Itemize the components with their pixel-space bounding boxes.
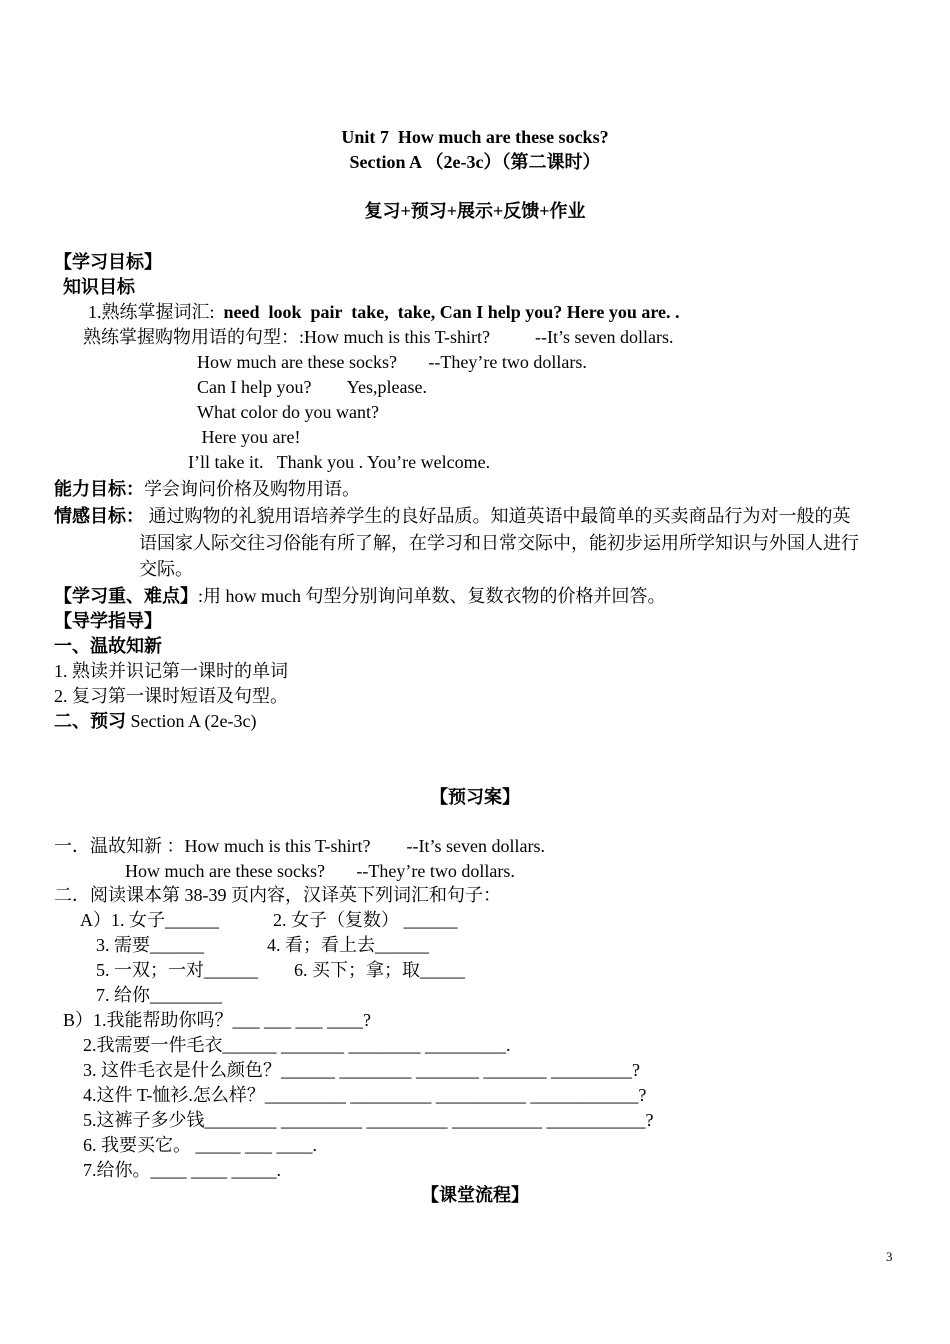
review-sentence: 一．温故知新 ：How much is this T-shirt? --It’s seven dollars.: [54, 836, 545, 856]
exercise-item: B）1.我能帮助你吗？___ ___ ___ ____?: [63, 1010, 371, 1030]
exercise-item: 3. 这件毛衣是什么颜色？______ ________ _______ _______ _________?: [83, 1060, 640, 1080]
page-number: 3: [886, 1249, 893, 1264]
sentences-line: [83, 325, 673, 349]
sentence-line: :How much is this T-shirt? --It’s seven dollars.: [299, 327, 674, 347]
preview-label: 二、预习: [54, 711, 126, 731]
exercise-item: 5. 一双；一对______ 6. 买下；拿；取_____: [96, 960, 465, 980]
sentence-line: What color do you want?: [197, 402, 379, 422]
ability-goal: [54, 477, 360, 501]
exercise-item: A）1. 女子______ 2. 女子（复数） ______: [80, 910, 458, 930]
keypoint-text: :用 how much 句型分别询问单数、复数衣物的价格并回答。: [198, 586, 666, 606]
emotion-text: 交际。: [139, 559, 193, 579]
keypoint-label: 【学习重、难点】: [54, 586, 198, 606]
review-item: 2. 复习第一课时短语及句型。: [54, 686, 288, 706]
key-points: [54, 584, 666, 608]
exercise-item: 7.给你。____ ____ _____.: [83, 1160, 281, 1180]
exercise-item: 6. 我要买它。 _____ ___ ____.: [83, 1135, 317, 1155]
exercise-item: 7. 给你________: [96, 985, 222, 1005]
preview-line: [54, 709, 256, 733]
emotion-goal: [54, 504, 851, 528]
preview-plan-heading: 【预习案】: [430, 787, 520, 807]
emotion-text: 通过购物的礼貌用语培养学生的良好品质。知道英语中最简单的买卖商品行为对一般的英: [148, 506, 851, 526]
vocab-line: [88, 300, 680, 324]
section-title: Section A （2e-3c）（第二课时）: [349, 152, 601, 172]
translation-intro: 二．阅读课本第 38-39 页内容，汉译英下列词汇和句子：: [54, 885, 501, 905]
ability-text: 学会询问价格及购物用语。: [144, 479, 360, 499]
review-heading: 一、温故知新: [54, 636, 162, 656]
class-flow-heading: 【课堂流程】: [421, 1185, 529, 1205]
lesson-flow: 复习+预习+展示+反馈+作业: [364, 201, 586, 221]
emotion-text: 语国家人际交往习俗能有所了解，在学习和日常交际中，能初步运用所学知识与外国人进行: [139, 533, 859, 553]
review-sentence: How much are these socks? --They’re two dollars.: [125, 861, 515, 881]
preview-text: Section A (2e-3c): [126, 711, 257, 731]
vocab-words: need look pair take, take, Can I help you? Here you are. .: [223, 302, 680, 322]
emotion-label: 情感目标：: [54, 506, 144, 526]
vocab-prefix: 1.熟练掌握词汇:: [88, 302, 215, 322]
exercise-item: 5.这裤子多少钱________ _________ _________ __________ ___________?: [83, 1110, 654, 1130]
unit-title: Unit 7 How much are these socks?: [341, 127, 609, 147]
objectives-heading: 【学习目标】: [54, 252, 162, 272]
ability-label: 能力目标：: [54, 479, 144, 499]
sentences-prefix: 熟练掌握购物用语的句型：: [83, 327, 299, 347]
exercise-item: 2.我需要一件毛衣______ _______ ________ _________.: [83, 1035, 511, 1055]
knowledge-heading: 知识目标: [63, 277, 135, 297]
exercise-item: 4.这件 T-恤衫.怎么样？_________ _________ __________ ____________?: [83, 1085, 647, 1105]
review-item: 1. 熟读并识记第一课时的单词: [54, 661, 288, 681]
sentence-line: I’ll take it. Thank you . You’re welcome.: [188, 452, 491, 472]
sentence-line: How much are these socks? --They’re two dollars.: [197, 352, 587, 372]
sentence-line: Here you are!: [197, 427, 301, 447]
exercise-item: 3. 需要______ 4. 看；看上去______: [96, 935, 429, 955]
guide-heading: 【导学指导】: [54, 611, 162, 631]
sentence-line: Can I help you? Yes,please.: [197, 377, 427, 397]
